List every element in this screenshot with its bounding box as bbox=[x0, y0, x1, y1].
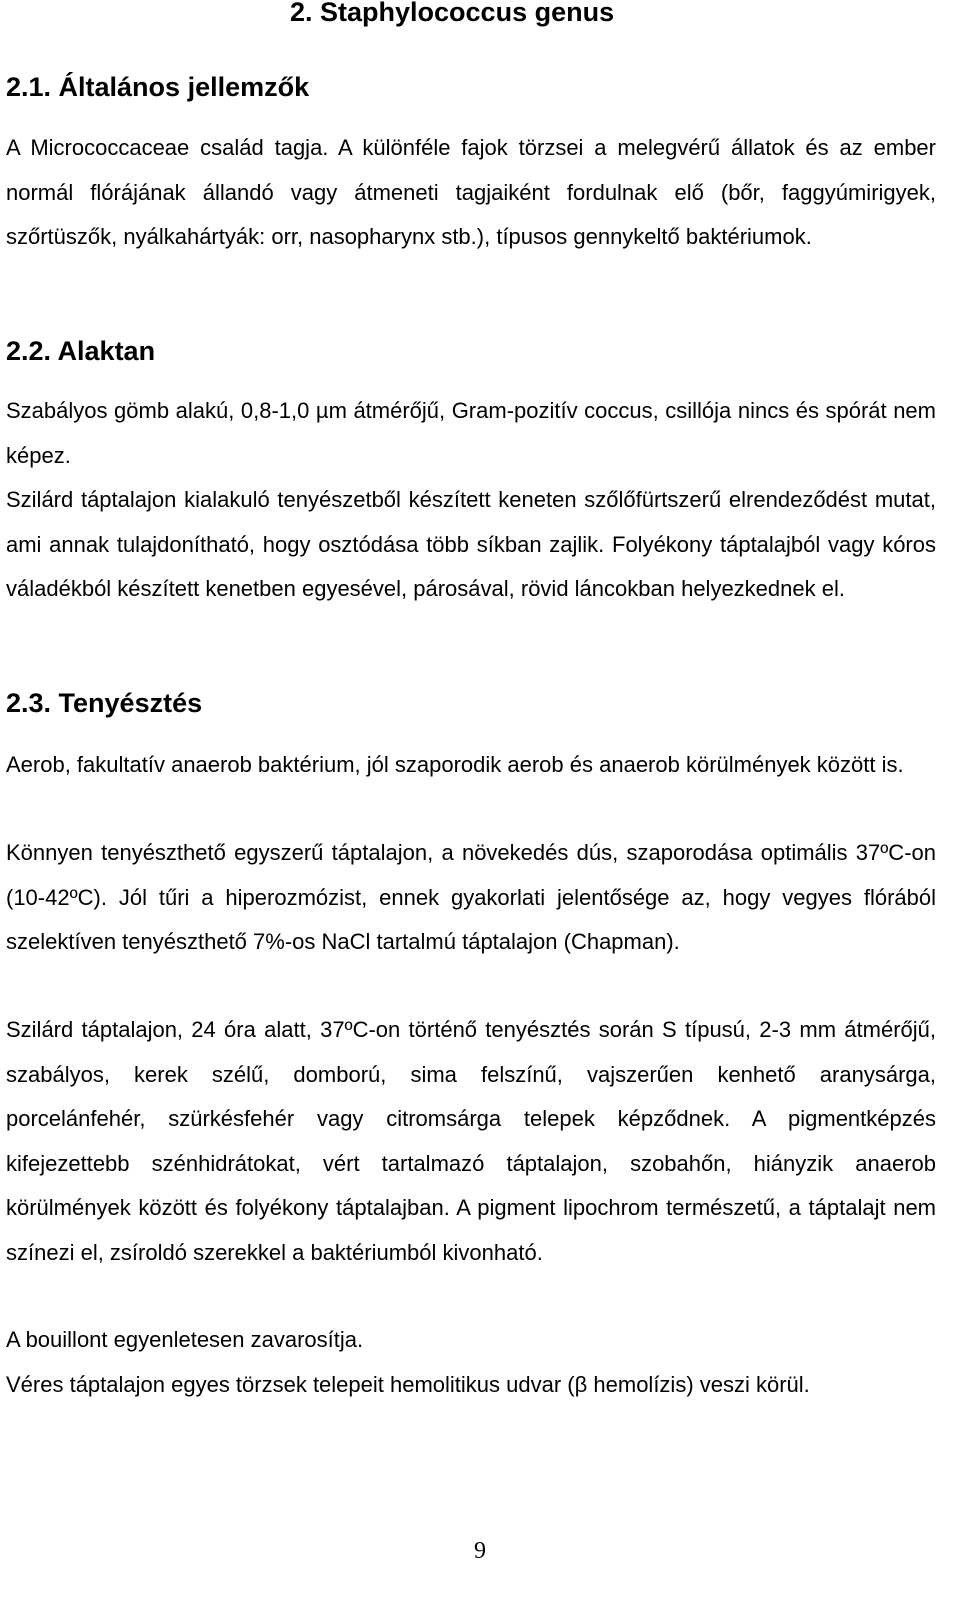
paragraph-cultivation-media: Könnyen tenyészthető egyszerű táptalajon, a növekedés dús, szaporodása optimális 37ºC-on (10-42ºC). Jól tűri a hiperozmózist, ennek gyakorlati jelentősége az, hogy vegyes flórából szelektíven tenyészthető 7%-os NaCl tartalmú táptalajon (Chapman). bbox=[6, 840, 936, 955]
section-heading-cultivation: 2.3. Tenyésztés bbox=[6, 688, 203, 718]
section-heading-general: 2.1. Általános jellemzők bbox=[6, 72, 310, 102]
paragraph-cultivation-hemolysis: Véres táptalajon egyes törzsek telepeit hemolitikus udvar (β hemolízis) veszi körül. bbox=[6, 1372, 810, 1397]
paragraph-cultivation-bouillon: A bouillont egyenletesen zavarosítja. bbox=[6, 1327, 364, 1352]
paragraph-cultivation-aerobic: Aerob, fakultatív anaerob baktérium, jól szaporodik aerob és anaerob körülmények között is. bbox=[6, 752, 904, 777]
paragraph-morphology-shape: Szabályos gömb alakú, 0,8-1,0 µm átmérőjű, Gram-pozitív coccus, csillója nincs és spórát nem képez. bbox=[6, 398, 936, 468]
page-number: 9 bbox=[474, 1538, 486, 1564]
paragraph-morphology-arrangement: Szilárd táptalajon kialakuló tenyészetből készített keneten szőlőfürtszerű elrendeződést mutat, ami annak tulajdonítható, hogy osztódása több síkban zajlik. Folyékony táptalajból vagy kóros váladékból készített kenetben egyesével, párosával, rövid láncokban helyezkednek el. bbox=[6, 487, 936, 602]
paragraph-cultivation-colonies: Szilárd táptalajon, 24 óra alatt, 37ºC-on történő tenyésztés során S típusú, 2-3 mm átmérőjű, szabályos, kerek szélű, domború, sima felszínű, vajszerűen kenhető aranysárga, porcelánfehér, szürkésfehér vagy citromsárga telepek képződnek. A pigmentképzés kifejezettebb szénhidrátokat, vért tartalmazó táptalajon, szobahőn, hiányzik anaerob körülmények között és folyékony táptalajban. A pigment lipochrom természetű, a táptalajt nem színezi el, zsíroldó szerekkel a baktériumból kivonható. bbox=[6, 1017, 936, 1265]
section-heading-morphology: 2.2. Alaktan bbox=[6, 336, 156, 366]
paragraph-general-characteristics: A Micrococcaceae család tagja. A különféle fajok törzsei a melegvérű állatok és az ember normál flórájának állandó vagy átmeneti tagjaiként fordulnak elő (bőr, faggyúmirigyek, szőrtüszők, nyálkahártyák: orr, nasopharynx stb.), típusos gennykeltő baktériumok. bbox=[6, 135, 936, 250]
chapter-title: 2. Staphylococcus genus bbox=[290, 0, 615, 27]
